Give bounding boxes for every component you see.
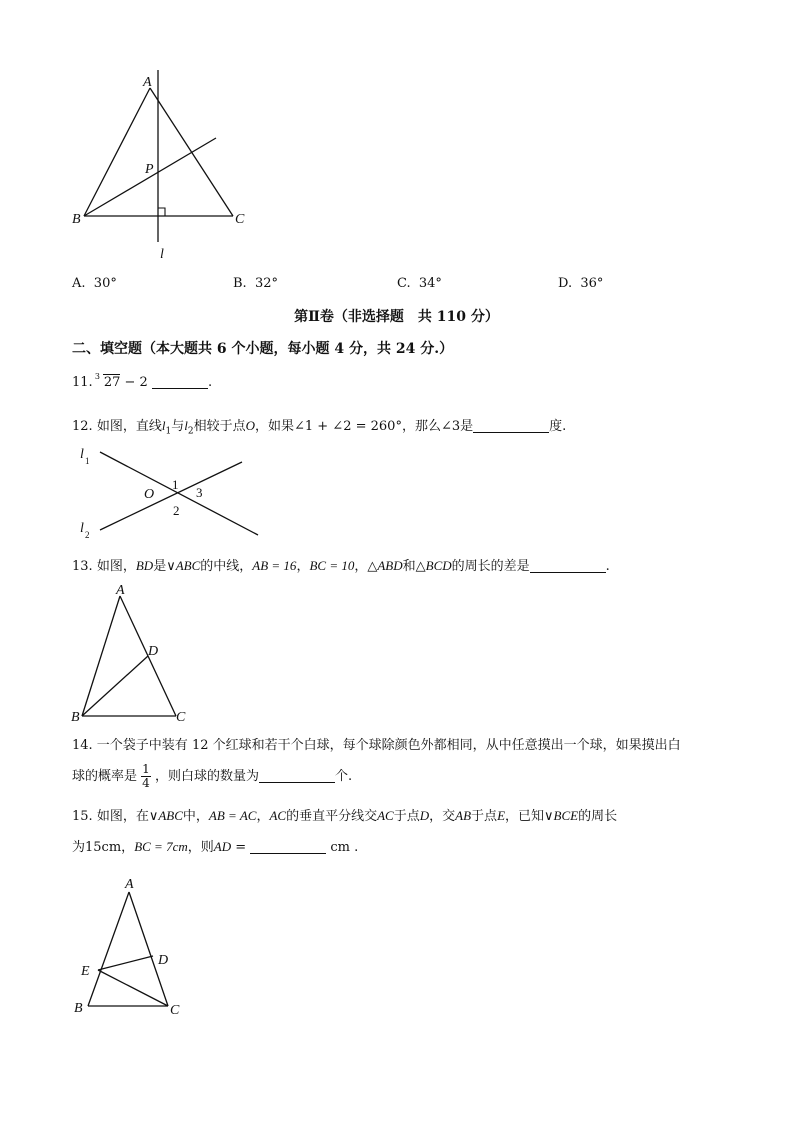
- answer-blank-13[interactable]: [530, 558, 606, 573]
- label-P: P: [145, 162, 154, 177]
- question-14-line-1: 14. 一个袋子中装有 12 个红球和若干个白球，每个球除颜色外都相同，从中任意摸出一个球，如果摸出白: [72, 738, 681, 753]
- question-12: 12. 如图，直线$l_1$与$l_2$相较于点O，如果∠1 + ∠2 = 260°，那么∠3是 度.: [72, 418, 567, 437]
- question-15-line-2: 为15cm，BC = 7cm，则AD = cm .: [72, 839, 359, 855]
- section-title: 第Ⅱ卷（非选择题 共 110 分）: [294, 309, 499, 325]
- choice-c[interactable]: C. 34°: [397, 276, 442, 291]
- choice-b[interactable]: B. 32°: [233, 276, 278, 291]
- answer-blank-14[interactable]: [259, 768, 335, 783]
- answer-blank-12[interactable]: [473, 418, 549, 433]
- fraction-one-quarter: $\frac{1}{4}$: [142, 762, 150, 790]
- label-O: O: [144, 487, 155, 502]
- angle-2-label: 2: [173, 503, 180, 518]
- label-C: C: [235, 212, 245, 227]
- figure-triangle-median: [62, 578, 202, 728]
- figure-isosceles-bisector: [66, 872, 196, 1022]
- label-D: D: [158, 953, 169, 968]
- svg-text:2: 2: [85, 530, 90, 540]
- svg-text:1: 1: [85, 456, 90, 466]
- label-B: B: [74, 1001, 83, 1016]
- label-E: E: [81, 964, 90, 979]
- label-A: A: [125, 877, 134, 892]
- cube-root: 3 27: [94, 372, 121, 390]
- label-C: C: [176, 710, 186, 725]
- angle-3-label: 3: [196, 485, 203, 500]
- label-l1: l: [80, 447, 84, 462]
- label-D: D: [148, 644, 159, 659]
- choice-d[interactable]: D. 36°: [558, 276, 604, 291]
- question-13: 13. 如图，BD是∨ABC的中线，AB = 16，BC = 10，△ABD和△BCD的周长的差是 .: [72, 558, 610, 574]
- answer-blank-11[interactable]: [152, 374, 208, 389]
- question-14-line-2: 球的概率是 $\frac{1}{4}$ ，则白球的数量为 个.: [72, 762, 353, 790]
- answer-blank-15[interactable]: [250, 839, 326, 854]
- figure-triangle-perpendicular: [60, 60, 245, 265]
- part-title: 二、填空题（本大题共 6 个小题，每小题 4 分，共 24 分.）: [72, 341, 454, 357]
- figure-intersecting-lines: [72, 442, 272, 542]
- label-l: l: [160, 247, 164, 262]
- label-B: B: [72, 212, 81, 227]
- angle-1-label: 1: [172, 477, 179, 492]
- label-B: B: [71, 710, 80, 725]
- label-l2: l: [80, 521, 84, 536]
- question-15-line-1: 15. 如图，在∨ABC中，AB = AC，AC的垂直平分线交AC于点D，交AB于点E，已知∨BCE的周长: [72, 808, 618, 824]
- label-A: A: [116, 583, 125, 598]
- label-C: C: [170, 1003, 180, 1018]
- label-A: A: [143, 75, 152, 90]
- choice-a[interactable]: A. 30°: [72, 276, 117, 291]
- question-11: 11. 3 27 − 2 .: [72, 373, 212, 393]
